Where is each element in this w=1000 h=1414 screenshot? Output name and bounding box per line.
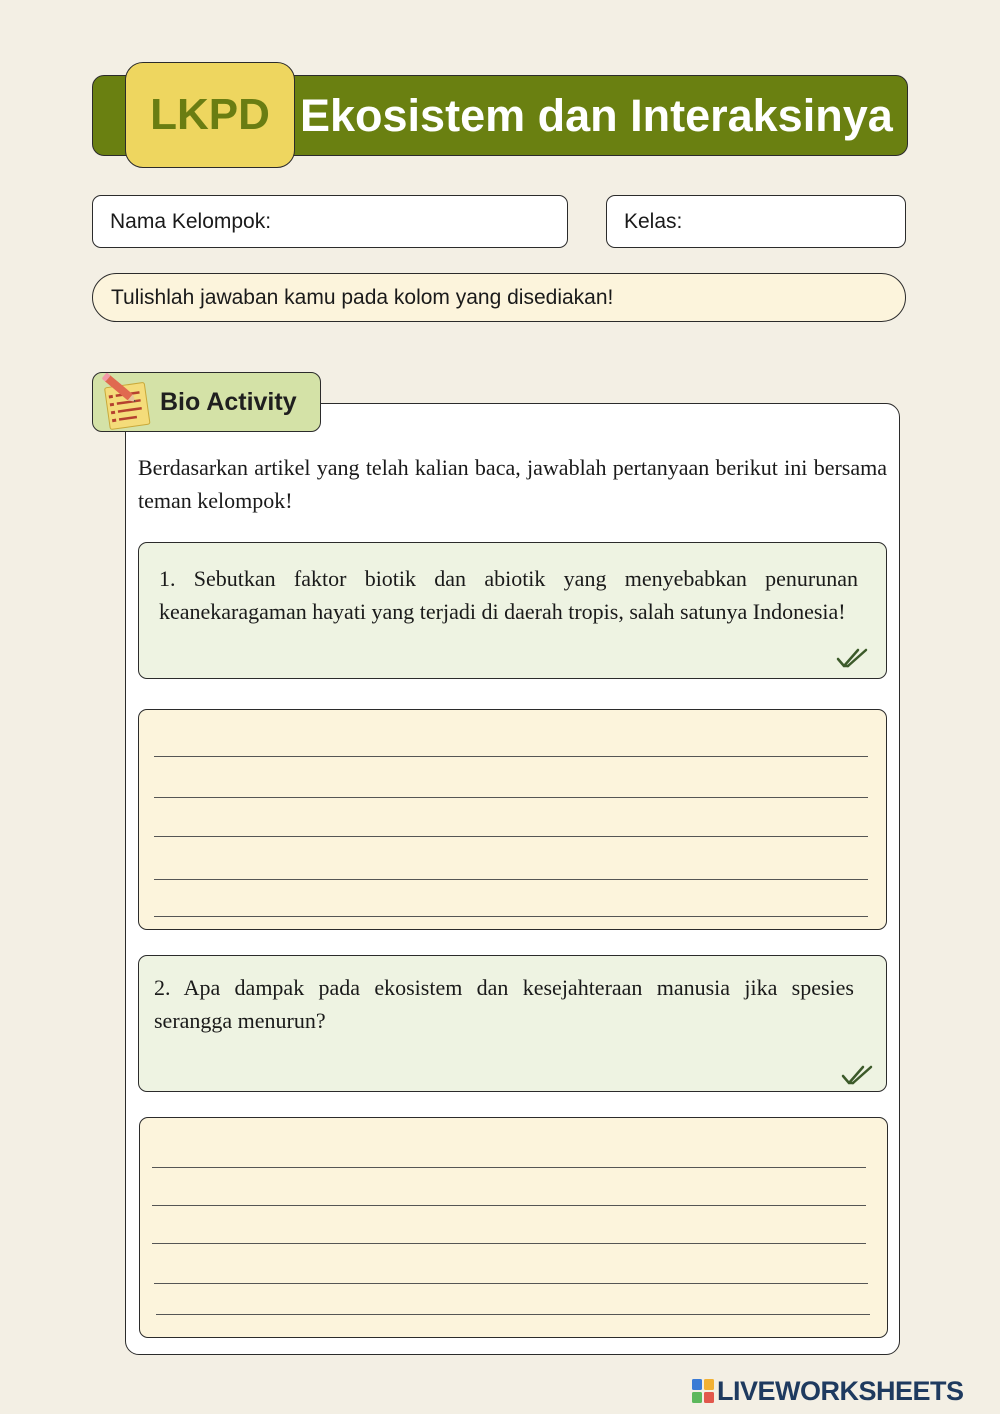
double-check-icon — [836, 646, 872, 670]
instruction-banner: Tulishlah jawaban kamu pada kolom yang disediakan! — [92, 273, 906, 322]
class-input[interactable] — [690, 207, 880, 237]
answer-2-box — [139, 1117, 888, 1338]
worksheet-title: Ekosistem dan Interaksinya — [300, 90, 893, 141]
question-1-box — [138, 542, 887, 679]
liveworksheets-logo-icon — [692, 1379, 714, 1403]
class-label: Kelas: — [624, 210, 683, 233]
activity-intro: Berdasarkan artikel yang telah kalian baca, jawablah pertanyaan berikut ini bersama teman kelompok! — [138, 455, 887, 513]
group-name-label: Nama Kelompok: — [110, 210, 272, 233]
liveworksheets-logo[interactable] — [692, 1376, 992, 1406]
double-check-icon — [841, 1063, 877, 1087]
note-pencil-icon — [98, 373, 156, 431]
class-box — [606, 195, 906, 248]
answer-1-box — [138, 709, 887, 930]
group-name-box — [92, 195, 568, 248]
activity-title: Bio Activity — [160, 388, 297, 416]
liveworksheets-brand: LIVEWORKSHEETS — [717, 1376, 964, 1406]
question-1-text: 1. Sebutkan faktor biotik dan abiotik yang menyebabkan penurunan keanekaragaman hayati yang terjadi di daerah tropis, salah satunya Indonesia! — [159, 566, 858, 624]
group-name-input[interactable] — [279, 207, 539, 237]
question-2-box — [138, 955, 887, 1092]
answer-1-input[interactable] — [154, 720, 869, 920]
lkpd-badge: LKPD — [125, 62, 295, 168]
question-2-text: 2. Apa dampak pada ekosistem dan kesejahteraan manusia jika spesies serangga menurun? — [154, 975, 854, 1033]
answer-2-input[interactable] — [155, 1128, 870, 1328]
